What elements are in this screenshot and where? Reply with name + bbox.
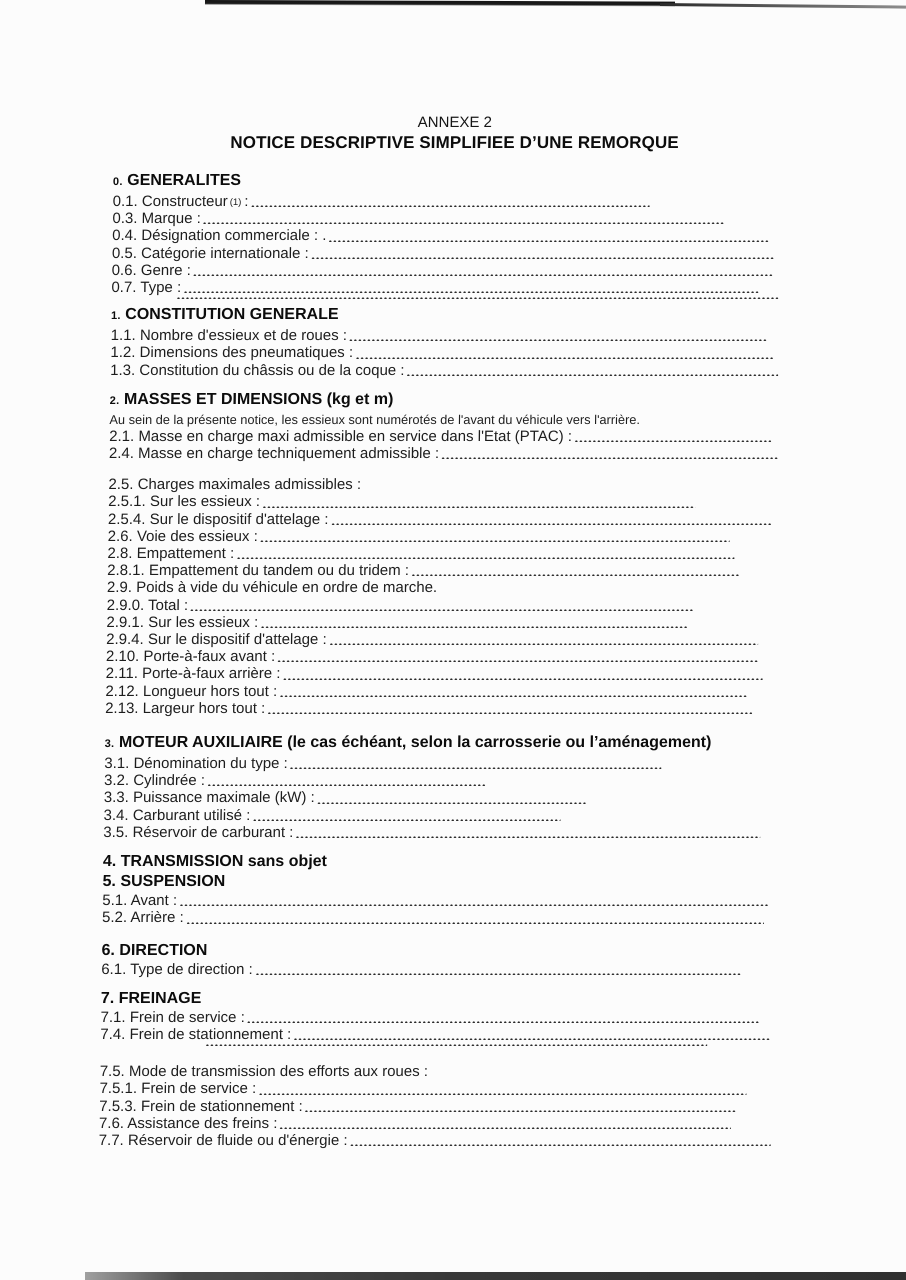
dotted-fill-in-line bbox=[255, 972, 742, 975]
field-row bbox=[106, 648, 788, 665]
dotted-fill-in-line bbox=[260, 539, 730, 542]
field-row bbox=[99, 1080, 781, 1097]
section-title: MASSES ET DIMENSIONS (kg et m) bbox=[123, 390, 394, 408]
dotted-fill-in-line bbox=[207, 783, 486, 786]
field-row bbox=[103, 807, 785, 824]
field-row bbox=[109, 445, 791, 462]
field-row bbox=[102, 892, 784, 909]
field-label: 7.5.3. Frein de stationnement : bbox=[99, 1097, 303, 1115]
dotted-fill-in-line bbox=[293, 1037, 770, 1040]
field-row bbox=[99, 1098, 781, 1115]
field-label: 1.1. Nombre d'essieux et de roues : bbox=[110, 327, 348, 345]
field-label: 3.1. Dénomination du type : bbox=[104, 755, 288, 773]
field-label: 2.5.1. Sur les essieux : bbox=[108, 493, 261, 511]
field-row bbox=[102, 909, 784, 926]
field-label: 3.4. Carburant utilisé : bbox=[103, 806, 251, 824]
scan-artifact-bottom-bar bbox=[85, 1272, 906, 1280]
field-label: 2.4. Masse en charge techniquement admissible : bbox=[108, 445, 440, 463]
annexe-label: ANNEXE 2 bbox=[417, 114, 493, 131]
dotted-fill-in-line bbox=[574, 439, 771, 442]
dotted-fill-in-line bbox=[311, 256, 774, 259]
field-row bbox=[106, 665, 788, 682]
field-label: 2.5. Charges maximales admissibles : bbox=[108, 476, 362, 494]
footnote-marker: (1) bbox=[229, 197, 242, 208]
section-heading bbox=[113, 171, 795, 192]
dotted-fill-in-line bbox=[290, 766, 662, 769]
field-row bbox=[100, 1009, 782, 1026]
section-1 bbox=[110, 305, 793, 379]
section-number: 1. bbox=[110, 310, 121, 323]
field-row bbox=[101, 961, 783, 978]
section-number: 4. bbox=[102, 853, 117, 871]
dotted-fill-in-line bbox=[330, 522, 772, 525]
dotted-fill-in-line bbox=[355, 356, 774, 359]
field-row bbox=[112, 245, 794, 262]
field-label: 2.8. Empattement : bbox=[107, 545, 235, 563]
section-6 bbox=[101, 941, 784, 978]
field-label-suffix: : bbox=[244, 193, 249, 210]
field-row bbox=[106, 614, 788, 631]
section-number: 7. bbox=[100, 989, 115, 1007]
field-row bbox=[108, 476, 790, 493]
field-label: 0.3. Marque : bbox=[112, 210, 201, 228]
field-label: 2.8.1. Empattement du tandem ou du tridem : bbox=[107, 562, 410, 580]
dotted-fill-in-line bbox=[258, 1092, 746, 1095]
field-row bbox=[104, 772, 786, 789]
section-3 bbox=[103, 733, 787, 841]
field-label: 2.10. Porte-à-faux avant : bbox=[105, 648, 276, 666]
field-label: 7.4. Frein de stationnement : bbox=[100, 1025, 292, 1043]
section-title: DIRECTION bbox=[119, 941, 208, 959]
field-label: 7.7. Réservoir de fluide ou d'énergie : bbox=[98, 1131, 348, 1149]
section-number: 0. bbox=[112, 176, 123, 188]
field-label: 1.3. Constitution du châssis ou de la coque : bbox=[110, 361, 405, 379]
section-7 bbox=[99, 989, 783, 1149]
field-row bbox=[113, 193, 795, 210]
section-heading bbox=[102, 872, 784, 891]
field-row bbox=[111, 327, 793, 344]
dotted-fill-in-line bbox=[190, 608, 694, 611]
field-label: 2.11. Porte-à-faux arrière : bbox=[105, 665, 281, 683]
dotted-fill-in-line bbox=[262, 505, 695, 508]
field-label: 5.1. Avant : bbox=[102, 892, 178, 910]
field-row bbox=[104, 789, 786, 806]
section-title: GENERALITES bbox=[127, 172, 242, 189]
field-label: 2.6. Voie des essieux : bbox=[107, 527, 258, 545]
field-row bbox=[107, 562, 789, 579]
field-label: 2.12. Longueur hors tout : bbox=[105, 682, 278, 700]
dotted-fill-in-line bbox=[252, 818, 560, 821]
dotted-fill-in-line bbox=[203, 221, 725, 224]
section-number: 6. bbox=[101, 941, 116, 959]
dotted-fill-in-line bbox=[193, 273, 774, 276]
field-label: 2.9. Poids à vide du véhicule en ordre de marche. bbox=[106, 579, 438, 597]
field-label: 0.4. Désignation commerciale : . bbox=[112, 227, 327, 245]
field-row bbox=[108, 493, 790, 510]
dotted-fill-in-line bbox=[267, 711, 752, 714]
dotted-fill-in-line bbox=[406, 373, 778, 376]
field-label: 2.5.4. Sur le dispositif d'attelage : bbox=[107, 510, 329, 528]
section-heading bbox=[111, 305, 793, 326]
dotted-fill-in-line bbox=[349, 338, 768, 341]
field-row bbox=[99, 1115, 781, 1132]
field-row bbox=[100, 1026, 782, 1043]
field-label: 3.3. Puissance maximale (kW) : bbox=[103, 789, 315, 807]
field-row-continuation bbox=[100, 1043, 782, 1049]
field-row bbox=[110, 362, 792, 379]
sections-container bbox=[99, 171, 796, 1149]
dotted-fill-in-line bbox=[179, 903, 769, 906]
dotted-fill-in-line bbox=[329, 642, 759, 645]
section-title: TRANSMISSION sans objet bbox=[120, 853, 328, 871]
section-5 bbox=[102, 872, 785, 926]
field-row bbox=[107, 579, 789, 596]
dotted-fill-in-line bbox=[250, 204, 649, 207]
dotted-fill-in-line bbox=[441, 456, 779, 459]
dotted-fill-in-line bbox=[305, 1109, 737, 1112]
dotted-fill-in-line bbox=[279, 694, 747, 697]
section-heading bbox=[101, 941, 783, 960]
section-title: CONSTITUTION GENERALE bbox=[125, 306, 339, 324]
field-label: 3.2. Cylindrée : bbox=[103, 772, 206, 790]
field-label: 0.1. Constructeur bbox=[112, 193, 228, 210]
field-row bbox=[111, 279, 793, 296]
field-row bbox=[103, 824, 785, 841]
field-label: 7.1. Frein de service : bbox=[100, 1008, 245, 1026]
section-number: 5. bbox=[102, 873, 117, 891]
section-heading bbox=[101, 989, 783, 1008]
field-row bbox=[106, 631, 788, 648]
dotted-fill-in-line bbox=[317, 801, 586, 804]
section-2 bbox=[105, 390, 792, 717]
section-4 bbox=[103, 852, 785, 871]
dotted-fill-in-line bbox=[186, 921, 764, 924]
dotted-fill-in-line bbox=[328, 239, 769, 242]
dotted-fill-in-line bbox=[183, 290, 758, 293]
field-row bbox=[112, 227, 794, 244]
dotted-fill-in-line bbox=[350, 1143, 771, 1146]
field-label: 1.2. Dimensions des pneumatiques : bbox=[110, 344, 354, 362]
field-label: 0.6. Genre : bbox=[111, 261, 192, 279]
field-label: 7.6. Assistance des freins : bbox=[98, 1114, 278, 1132]
section-number: 2. bbox=[109, 394, 120, 407]
section-title: FREINAGE bbox=[118, 989, 202, 1007]
field-row bbox=[99, 1132, 781, 1149]
field-row bbox=[112, 210, 794, 227]
field-label: 3.5. Réservoir de carburant : bbox=[103, 823, 294, 841]
dotted-fill-in-line bbox=[282, 677, 762, 680]
field-label: 2.9.4. Sur le dispositif d'attelage : bbox=[106, 631, 327, 649]
field-row bbox=[105, 700, 787, 717]
section-title: SUSPENSION bbox=[120, 873, 226, 891]
dotted-fill-in-line bbox=[277, 659, 758, 662]
field-row bbox=[112, 262, 794, 279]
dotted-fill-in-line bbox=[279, 1126, 731, 1129]
section-heading bbox=[104, 733, 786, 754]
field-row bbox=[108, 511, 790, 528]
field-label: 2.13. Largeur hors tout : bbox=[105, 699, 266, 717]
field-row bbox=[107, 545, 789, 562]
dotted-fill-in-line bbox=[260, 625, 688, 628]
dotted-fill-in-line bbox=[236, 556, 734, 559]
field-row bbox=[105, 683, 787, 700]
field-label: 2.9.1. Sur les essieux : bbox=[106, 613, 259, 631]
field-label: 6.1. Type de direction : bbox=[101, 960, 253, 978]
field-label: 7.5.1. Frein de service : bbox=[99, 1080, 257, 1098]
section-heading bbox=[103, 852, 785, 871]
field-label: 2.9.0. Total : bbox=[106, 596, 189, 614]
field-row bbox=[100, 1063, 782, 1080]
field-row-continuation bbox=[111, 296, 793, 302]
field-row bbox=[104, 755, 786, 772]
section-title: MOTEUR AUXILIAIRE (le cas échéant, selon la carrosserie ou l’aménagement) bbox=[118, 734, 712, 752]
field-label: 2.1. Masse en charge maxi admissible en service dans l'Etat (PTAC) : bbox=[109, 427, 573, 445]
section-note: Au sein de la présente notice, les essieux sont numérotés de l'avant du véhicule vers l'arrière. bbox=[109, 411, 641, 427]
dotted-fill-in-line bbox=[247, 1020, 761, 1023]
field-row bbox=[107, 597, 789, 614]
dotted-fill-in-line bbox=[205, 1043, 707, 1046]
field-label: 0.5. Catégorie internationale : bbox=[111, 244, 309, 262]
field-row bbox=[109, 428, 791, 445]
field-row bbox=[110, 344, 792, 361]
field-label: 0.7. Type : bbox=[111, 279, 182, 297]
dotted-fill-in-line bbox=[411, 573, 739, 576]
field-label: 7.5. Mode de transmission des efforts aux roues : bbox=[99, 1063, 429, 1081]
section-heading bbox=[110, 390, 792, 411]
dotted-fill-in-line bbox=[295, 835, 760, 838]
section-number: 3. bbox=[104, 738, 115, 751]
page-title: NOTICE DESCRIPTIVE SIMPLIFIEE D’UNE REMORQUE bbox=[230, 133, 679, 152]
field-row bbox=[108, 528, 790, 545]
field-label: 5.2. Arrière : bbox=[101, 909, 184, 927]
dotted-fill-in-line bbox=[176, 296, 778, 299]
section-0 bbox=[111, 171, 795, 302]
